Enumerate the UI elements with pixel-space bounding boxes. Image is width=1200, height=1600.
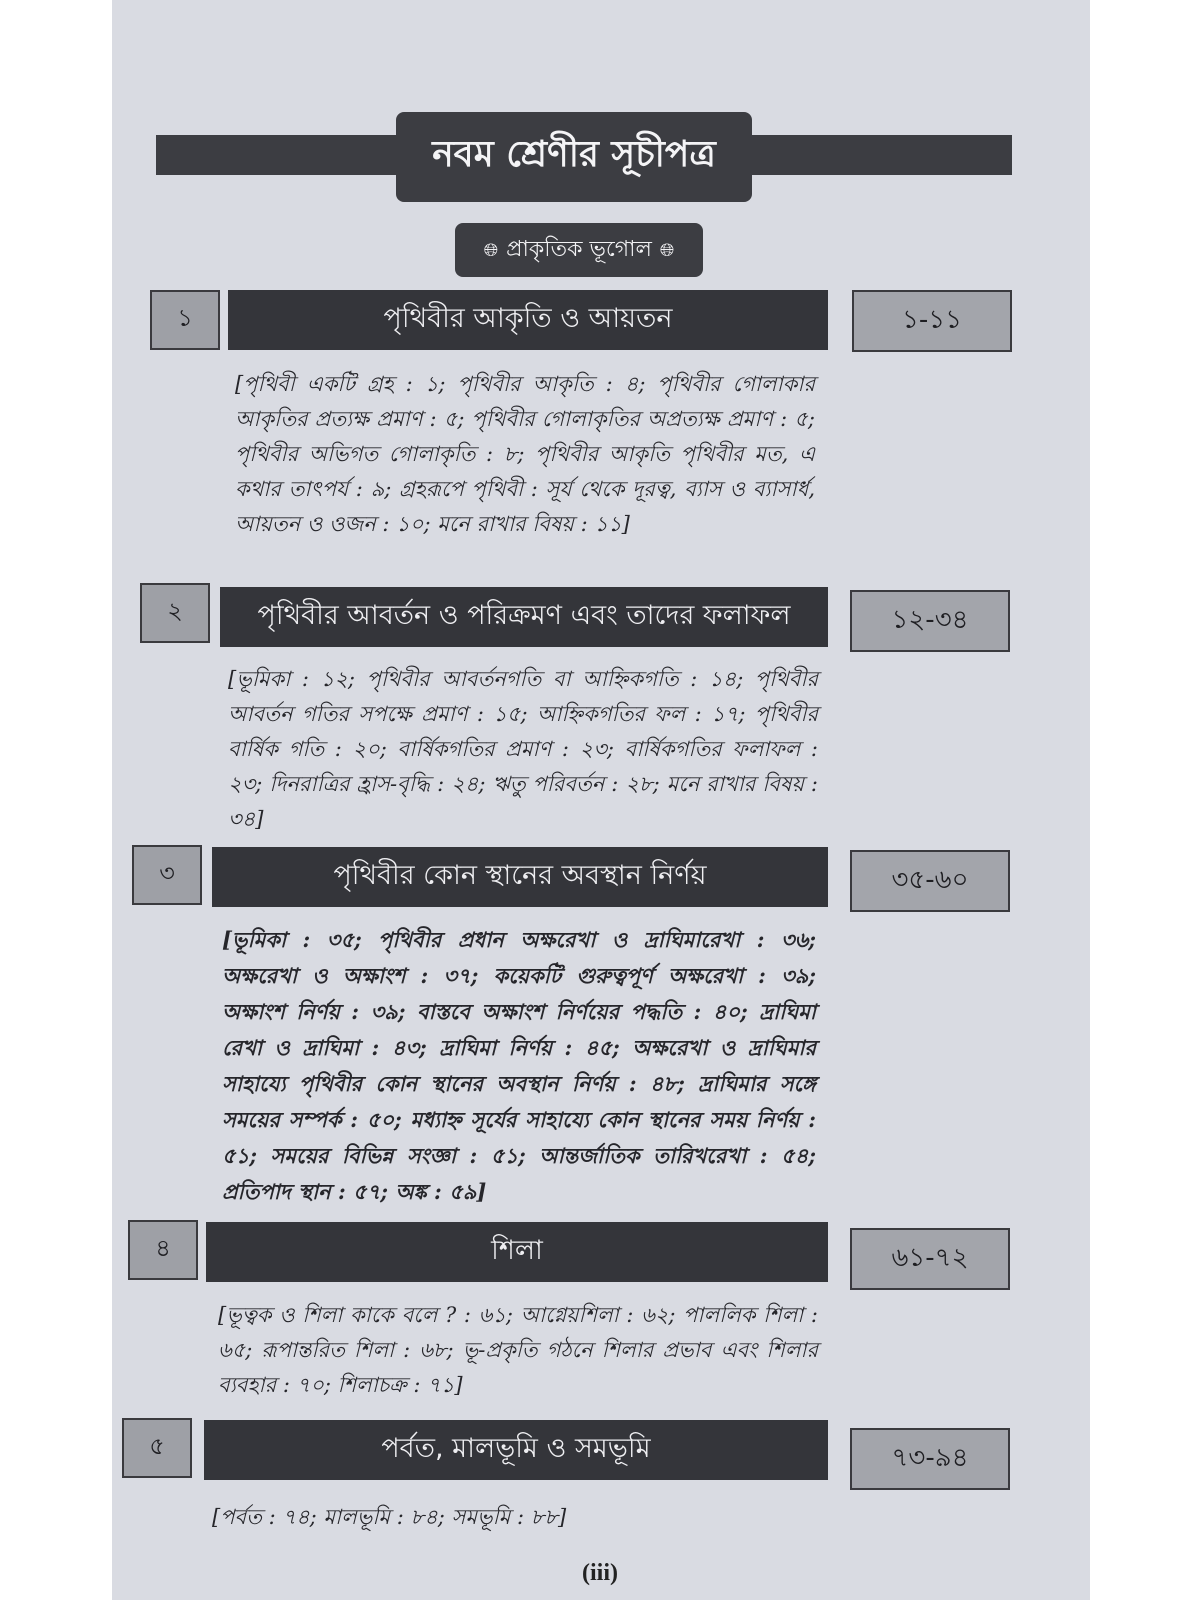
chapter-number: ৩	[132, 845, 202, 905]
chapter-title: শিলা	[206, 1222, 828, 1282]
chapter-title: পৃথিবীর কোন স্থানের অবস্থান নির্ণয়	[212, 847, 828, 907]
chapter-number: ৪	[128, 1220, 198, 1280]
section-subtitle	[455, 223, 703, 277]
globe-icon: 🌐︎	[659, 239, 675, 261]
chapter-pages: ১-১১	[852, 290, 1012, 352]
chapter-number: ৫	[122, 1418, 192, 1478]
chapter-number: ২	[140, 583, 210, 643]
globe-icon: 🌐︎	[483, 239, 499, 261]
chapter-description: [ভূমিকা : ১২; পৃথিবীর আবর্তনগতি বা আহ্নিকগতি : ১৪; পৃথিবীর আবর্তন গতির সপক্ষে প্রমাণ : ১৫; আহ্নিকগতির ফল : ১৭; পৃথিবীর বার্ষিক গতি : ২০; বার্ষিকগতির প্রমাণ : ২৩; বার্ষিকগতির ফলাফল : ২৩; দিনরাত্রির হ্রাস-বৃদ্ধি : ২৪; ঋতু পরিবর্তন : ২৮; মনে রাখার বিষয় : ৩৪]	[228, 667, 818, 831]
chapter-pages: ৭৩-৯৪	[850, 1428, 1010, 1490]
chapter-title: পৃথিবীর আবর্তন ও পরিক্রমণ এবং তাদের ফলাফল	[220, 587, 828, 647]
chapter-description: [পৃথিবী একটি গ্রহ : ১; পৃথিবীর আকৃতি : ৪; পৃথিবীর গোলাকার আকৃতির প্রত্যক্ষ প্রমাণ : ৫; পৃথিবীর গোলাকৃতির অপ্রত্যক্ষ প্রমাণ : ৫; পৃথিবীর অভিগত গোলাকৃতি : ৮; পৃথিবীর আকৃতি পৃথিবীর মত, এ কথার তাৎপর্য : ৯; গ্রহরূপে পৃথিবী : সূর্য থেকে দূরত্ব, ব্যাস ও ব্যাসার্ধ, আয়তন ও ওজন : ১০; মনে রাখার বিষয় : ১১]	[235, 372, 815, 536]
chapter-description: [ভূত্বক ও শিলা কাকে বলে ? : ৬১; আগ্নেয়শিলা : ৬২; পাললিক শিলা : ৬৫; রূপান্তরিত শিলা : ৬৮; ভূ-প্রকৃতি গঠনে শিলার প্রভাব এবং শিলার ব্যবহার : ৭০; শিলাচক্র : ৭১]	[218, 1303, 818, 1397]
page-title: নবম শ্রেণীর সূচীপত্র	[396, 112, 752, 202]
chapter-pages: ৩৫-৬০	[850, 850, 1010, 912]
chapter-pages: ১২-৩৪	[850, 590, 1010, 652]
chapter-title: পর্বত, মালভূমি ও সমভূমি	[204, 1420, 828, 1480]
section-subtitle-text: প্রাকৃতিক ভূগোল	[506, 236, 652, 262]
chapter-number: ১	[150, 290, 220, 350]
chapter-description: [পর্বত : ৭৪; মালভূমি : ৮৪; সমভূমি : ৮৮]	[212, 1505, 567, 1529]
chapter-description: [ভূমিকা : ৩৫; পৃথিবীর প্রধান অক্ষরেখা ও দ্রাঘিমারেখা : ৩৬; অক্ষরেখা ও অক্ষাংশ : ৩৭; কয়েকটি গুরুত্বপূর্ণ অক্ষরেখা : ৩৯; অক্ষাংশ নির্ণয় : ৩৯; বাস্তবে অক্ষাংশ নির্ণয়ের পদ্ধতি : ৪০; দ্রাঘিমা রেখা ও দ্রাঘিমা : ৪৩; দ্রাঘিমা নির্ণয় : ৪৫; অক্ষরেখা ও দ্রাঘিমার সাহায্যে পৃথিবীর কোন স্থানের অবস্থান নির্ণয় : ৪৮; দ্রাঘিমার সঙ্গে সময়ের সম্পর্ক : ৫০; মধ্যাহ্ন সূর্যের সাহায্যে কোন স্থানের সময় নির্ণয় : ৫১; সময়ের বিভিন্ন সংজ্ঞা : ৫১; আন্তর্জাতিক তারিখরেখা : ৫৪; প্রতিপাদ স্থান : ৫৭; অঙ্ক : ৫৯]	[222, 927, 816, 1204]
page-number: (iii)	[582, 1560, 618, 1586]
chapter-pages: ৬১-৭২	[850, 1228, 1010, 1290]
chapter-title: পৃথিবীর আকৃতি ও আয়তন	[228, 290, 828, 350]
